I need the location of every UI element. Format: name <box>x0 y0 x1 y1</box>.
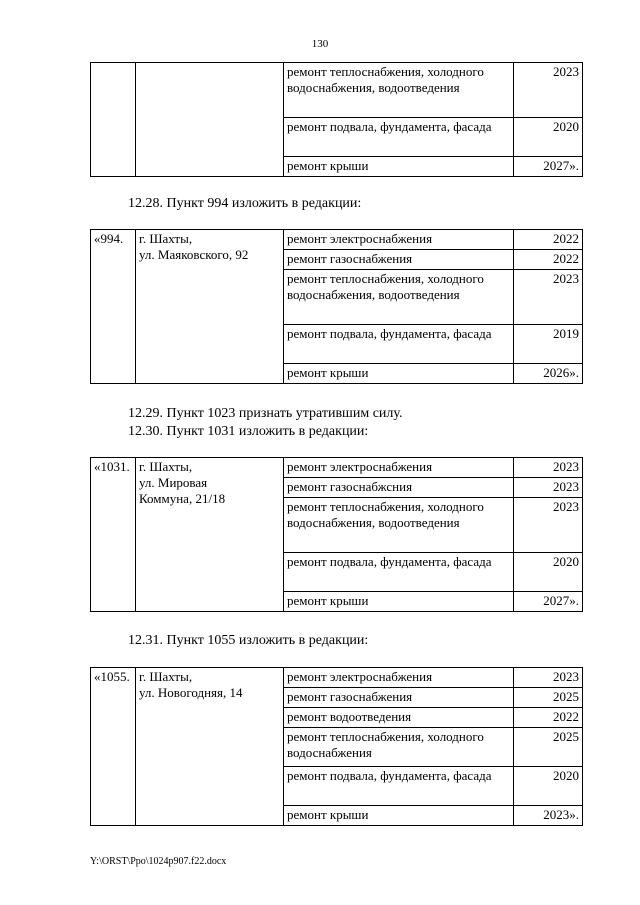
work-cell: ремонт крыши <box>284 806 514 826</box>
address-cell: г. Шахты, ул. Маяковского, 92 <box>136 230 284 384</box>
year-cell: 2022 <box>514 250 583 270</box>
work-cell: ремонт электроснабжения <box>284 230 514 250</box>
year-cell: 2022 <box>514 230 583 250</box>
num-cell <box>91 63 136 177</box>
work-cell: ремонт подвала, фундамента, фасада <box>284 118 514 157</box>
address-cell: г. Шахты, ул. Мировая Коммуна, 21/18 <box>136 458 284 612</box>
year-cell: 2023 <box>514 478 583 498</box>
year-cell: 2023 <box>514 63 583 118</box>
table-row <box>91 230 583 250</box>
table-continuation <box>90 62 583 177</box>
table-row <box>91 63 583 118</box>
year-cell: 2020 <box>514 553 583 592</box>
work-cell: ремонт электроснабжения <box>284 668 514 688</box>
table-row <box>91 458 583 478</box>
work-cell: ремонт подвала, фундамента, фасада <box>284 325 514 364</box>
num-cell: «994. <box>91 230 136 384</box>
work-cell: ремонт подвала, фундамента, фасада <box>284 767 514 806</box>
paragraph-12-31: 12.31. Пункт 1055 изложить в редакции: <box>128 633 369 648</box>
table-994 <box>90 229 583 384</box>
table-1055 <box>90 667 583 826</box>
table-1031 <box>90 457 583 612</box>
year-cell: 2023 <box>514 270 583 325</box>
year-cell: 2023 <box>514 668 583 688</box>
work-cell: ремонт теплоснабжения, холодного водоснабжения, водоотведения <box>284 498 514 553</box>
num-cell: «1055. <box>91 668 136 826</box>
year-cell: 2023». <box>514 806 583 826</box>
year-cell: 2027». <box>514 157 583 177</box>
year-cell: 2025 <box>514 688 583 708</box>
work-cell: ремонт крыши <box>284 157 514 177</box>
page-number: 130 <box>311 38 329 50</box>
work-cell: ремонт крыши <box>284 364 514 384</box>
work-cell: ремонт газоснабжсния <box>284 478 514 498</box>
paragraph-12-29: 12.29. Пункт 1023 признать утратившим силу. <box>128 406 403 421</box>
year-cell: 2027». <box>514 592 583 612</box>
year-cell: 2025 <box>514 728 583 767</box>
paragraph-12-28: 12.28. Пункт 994 изложить в редакции: <box>128 196 362 211</box>
footer-file-path: Y:\ORST\Ppo\1024p907.f22.docx <box>90 856 227 867</box>
address-cell: г. Шахты, ул. Новогодняя, 14 <box>136 668 284 826</box>
work-cell: ремонт водоотведения <box>284 708 514 728</box>
year-cell: 2020 <box>514 118 583 157</box>
table-row <box>91 668 583 688</box>
num-cell: «1031. <box>91 458 136 612</box>
year-cell: 2019 <box>514 325 583 364</box>
work-cell: ремонт теплоснабжения, холодного водоснабжения, водоотведения <box>284 270 514 325</box>
work-cell: ремонт газоснабжения <box>284 688 514 708</box>
work-cell: ремонт теплоснабжения, холодного водоснабжения, водоотведения <box>284 63 514 118</box>
work-cell: ремонт теплоснабжения, холодного водоснабжения <box>284 728 514 767</box>
year-cell: 2023 <box>514 498 583 553</box>
work-cell: ремонт крыши <box>284 592 514 612</box>
paragraph-12-30: 12.30. Пункт 1031 изложить в редакции: <box>128 424 369 439</box>
work-cell: ремонт газоснабжения <box>284 250 514 270</box>
work-cell: ремонт подвала, фундамента, фасада <box>284 553 514 592</box>
year-cell: 2023 <box>514 458 583 478</box>
year-cell: 2026». <box>514 364 583 384</box>
work-cell: ремонт электроснабжения <box>284 458 514 478</box>
year-cell: 2022 <box>514 708 583 728</box>
address-cell <box>136 63 284 177</box>
year-cell: 2020 <box>514 767 583 806</box>
